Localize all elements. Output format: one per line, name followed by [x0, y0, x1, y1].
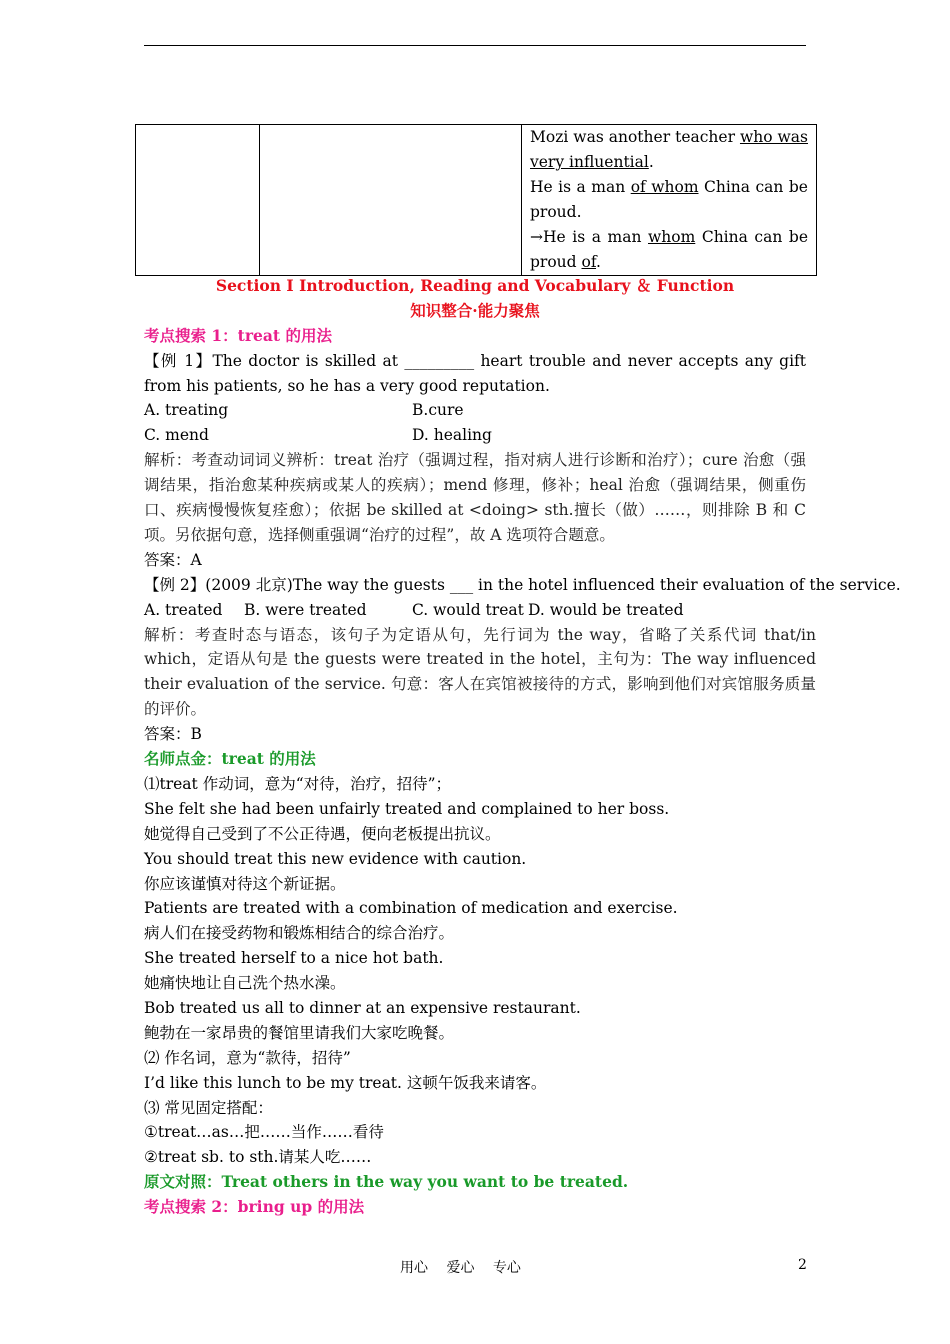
page-footer [0, 1257, 950, 1277]
option-b: B.cure [412, 401, 464, 420]
header-rule [144, 45, 806, 46]
teacher-tip-list [144, 772, 806, 1170]
tip-line: ⑵ 作名词，意为“款待，招待” [144, 1048, 351, 1067]
tip-line: Bob treated us all to dinner at an expensive restaurant. [144, 998, 581, 1017]
example-1-question: 【例 1】The doctor is skilled at _________ heart trouble and never accepts any gift from his patients, so he has a very good reputation. [144, 351, 806, 395]
section-title: Section Ⅰ Introduction, Reading and Vocabulary ＆ Function [215, 276, 735, 295]
example-1-answer: 答案：A [144, 550, 202, 569]
example-2-answer: 答案：B [144, 725, 202, 744]
page-number: 2 [798, 1257, 807, 1273]
example-2-question: 【例 2】(2009 北京)The way the guests ___ in the hotel influenced their evaluation of the service. [144, 575, 901, 594]
option-d: D. would be treated [528, 600, 684, 619]
tip-line: She felt she had been unfairly treated and complained to her boss. [144, 799, 670, 818]
tip-line: 你应该谨慎对待这个新证据。 [144, 874, 346, 893]
kaodian-2-title: 考点搜索 2：bring up 的用法 [144, 1197, 365, 1217]
tip-line: ⑴treat 作动词，意为“对待，治疗，招待”； [144, 774, 452, 793]
kaodian-1-title: 考点搜索 1：treat 的用法 [144, 325, 332, 345]
continued-table [135, 124, 817, 276]
table-cell-examples [522, 125, 817, 276]
section-subtitle: 知识整合·能力聚焦 [410, 300, 540, 320]
tip-line: 她痛快地让自己洗个热水澡。 [144, 974, 346, 993]
tip-line: Patients are treated with a combination of medication and exercise. [144, 899, 678, 918]
tip-line: I’d like this lunch to be my treat. 这顿午饭我来请客。 [144, 1073, 547, 1092]
tip-line: 她觉得自己受到了不公正待遇，便向老板提出抗议。 [144, 824, 501, 843]
example-line-3: →He is a man whom China can be proud of. [530, 228, 808, 271]
table-cell-empty-2 [260, 125, 522, 276]
option-a: A. treating [144, 401, 229, 420]
original-text-comparison: 原文对照：Treat others in the way you want to be treated. [144, 1172, 629, 1192]
tip-line: ⑶ 常见固定搭配： [144, 1098, 273, 1117]
example-2-analysis: 解析：考查时态与语态，该句子为定语从句，先行词为 the way，省略了关系代词 that/in which，定语从句是 the guests were treated in the hotel，主句为：The way influenced their evaluation of the service. 句意：客人在宾馆被接待的方式，影响到他们对宾馆服务质量的评价。 [144, 625, 816, 719]
example-2-options [144, 598, 806, 623]
table-cell-empty-1 [136, 125, 260, 276]
example-1-options-row-2 [144, 423, 806, 448]
option-c: C. would treat [412, 600, 524, 619]
footer-motto: 用心 爱心 专心 [400, 1260, 521, 1276]
tip-line: You should treat this new evidence with caution. [144, 849, 527, 868]
option-d: D. healing [412, 426, 492, 445]
example-1-analysis: 解析：考查动词词义辨析：treat 治疗（强调过程，指对病人进行诊断和治疗）；cure 治愈（强调结果，指治愈某种疾病或某人的疾病）；mend 修理，修补；heal 治愈（强调结果，侧重伤口、疾病慢慢恢复痊愈）；依据 be skilled at <doing> sth.擅长（做）……，则排除 B 和 C 项。另依据句意，选择侧重强调“治疗的过程”，故 A 选项符合题意。 [144, 451, 806, 544]
tip-line: ①treat…as…把……当作……看待 [144, 1123, 384, 1142]
tip-line: ②treat sb. to sth.请某人吃…… [144, 1148, 372, 1167]
teacher-tip-title: 名师点金：treat 的用法 [144, 749, 316, 769]
tip-line: 病人们在接受药物和锻炼相结合的综合治疗。 [144, 924, 455, 943]
option-b: B. were treated [244, 600, 367, 619]
example-line-2: He is a man of whom China can be proud. [530, 178, 808, 221]
example-1-options-row-1 [144, 398, 806, 423]
example-line-1: Mozi was another teacher who was very influential. [530, 128, 808, 171]
tip-line: 鲍勃在一家昂贵的餐馆里请我们大家吃晚餐。 [144, 1023, 455, 1042]
tip-line: She treated herself to a nice hot bath. [144, 949, 444, 968]
option-c: C. mend [144, 426, 209, 445]
page-content [144, 274, 901, 1220]
option-a: A. treated [144, 600, 223, 619]
